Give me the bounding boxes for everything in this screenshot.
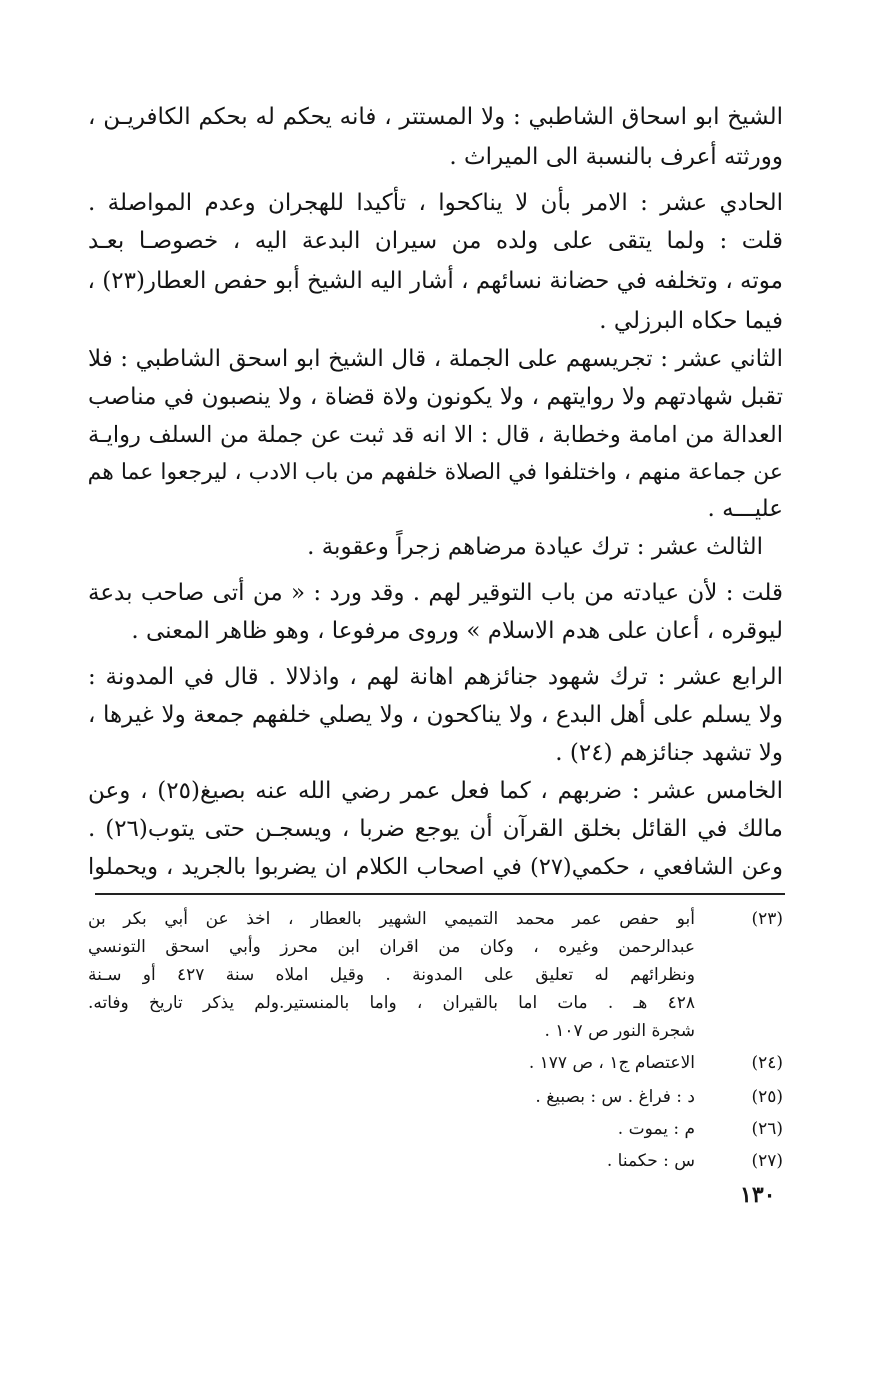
body-line: قلت : ولما يتقى على ولده من سيران البدعة اليه ، خصوصـا بعـد (88, 228, 783, 254)
body-line: الحادي عشر : الامر بأن لا يناكحوا ، تأكيدا للهجران وعدم المواصلة . (88, 190, 783, 216)
body-line: الرابع عشر : ترك شهود جنائزهم اهانة لهم ، واذلالا . قال في المدونة : (88, 664, 783, 690)
footnote-number: (٢٣) (751, 909, 783, 929)
body-line: الخامس عشر : ضربهم ، كما فعل عمر رضي الله عنه بصيغ(٢٥) ، وعن (88, 778, 784, 804)
body-line: تقبل شهادتهم ولا روايتهم ، ولا يكونون ولاة قضاة ، ولا ينصبون في مناصب (88, 384, 783, 410)
footnote-text: شجرة النور ص ١٠٧ . (544, 1021, 695, 1041)
body-line: موته ، وتخلفه في حضانة نسائهم ، أشار اليه الشيخ أبو حفص العطار(٢٣) ، (87, 268, 783, 294)
footnote-number: (٢٦) (751, 1119, 783, 1139)
footnote-text: ونظرائهم له تعليق على المدونة . وقيل املاه سنة ٤٢٧ أو سـنة (88, 965, 695, 985)
body-line: وعن الشافعي ، حكمي(٢٧) في اصحاب الكلام ان يضربوا بالجريد ، ويحملوا (88, 854, 783, 880)
footnote-text: ٤٢٨ هـ . مات اما بالقيران ، واما بالمنستير.ولم يذكر تاريخ وفاته. (88, 993, 695, 1013)
page-number: ١٣٠ (740, 1182, 776, 1208)
body-line: عليـــه . (707, 496, 783, 522)
body-line: الشيخ ابو اسحاق الشاطبي : ولا المستتر ، فانه يحكم له بحكم الكافريـن ، (88, 104, 783, 130)
footnote-text: م : يموت . (617, 1119, 695, 1139)
footnote-text: عبدالرحمن وغيره ، وكان من اقران ابن محرز وأبي اسحق التونسي (88, 937, 695, 957)
footnote-number: (٢٧) (751, 1151, 783, 1171)
body-line: قلت : لأن عيادته من باب التوقير لهم . وقد ورد : « من أتى صاحب بدعة (88, 580, 783, 606)
footnote-number: (٢٥) (751, 1087, 783, 1107)
body-line: ولا تشهد جنائزهم (٢٤) . (555, 740, 783, 766)
footnote-number: (٢٤) (751, 1053, 783, 1073)
body-line: الثالث عشر : ترك عيادة مرضاهم زجراً وعقوبة . (307, 534, 763, 560)
footnote-text: الاعتصام ج١ ، ص ١٧٧ . (528, 1053, 695, 1073)
footnote-text: أبو حفص عمر محمد التميمي الشهير بالعطار ، اخذ عن أبي بكر بن (88, 909, 695, 929)
body-line: ولا يسلم على أهل البدع ، ولا يناكحون ، ولا يصلي خلفهم جمعة ولا غيرها ، (88, 702, 783, 728)
body-line: فيما حكاه البرزلي . (599, 308, 783, 334)
footnote-text: د : فراغ . س : بصبيغ . (535, 1087, 695, 1107)
body-line: وورثته أعرف بالنسبة الى الميراث . (449, 144, 783, 170)
body-line: الثاني عشر : تجريسهم على الجملة ، قال الشيخ ابو اسحق الشاطبي : فلا (88, 346, 783, 372)
body-line: عن جماعة منهم ، واختلفوا في الصلاة خلفهم من باب الادب ، ليرجعوا عما هم (87, 460, 783, 485)
body-line: العدالة من امامة وخطابة ، قال : الا انه قد ثبت عن جملة من السلف روايـة (88, 422, 783, 448)
body-line: ليوقره ، أعان على هدم الاسلام » وروى مرفوعا ، وهو ظاهر المعنى . (131, 618, 783, 644)
body-line: مالك في القائل بخلق القرآن أن يوجع ضربا ، ويسجـن حتى يتوب(٢٦) . (88, 816, 783, 842)
footnote-text: س : حكمنا . (606, 1151, 695, 1171)
footnote-separator (95, 893, 785, 895)
